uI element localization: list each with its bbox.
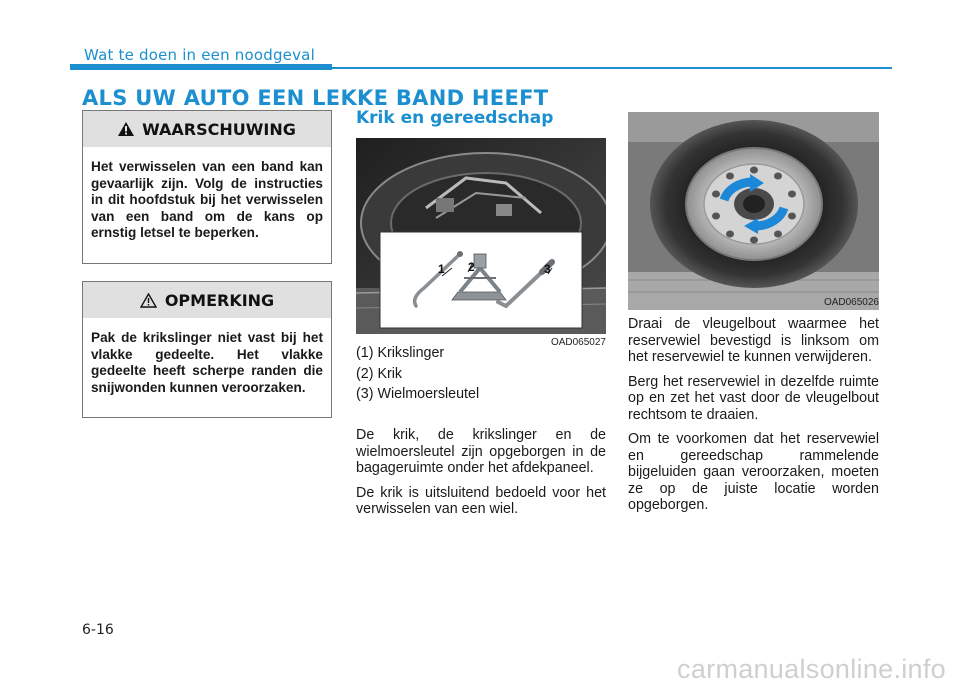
- subheading-jack-tools: Krik en gereedschap: [356, 108, 554, 128]
- running-title: Wat te doen in een noodgeval: [84, 46, 315, 64]
- list-item: (2) Krik: [356, 365, 403, 382]
- jack-tools-figure: [356, 138, 606, 334]
- warning-box: [82, 110, 332, 264]
- middle-body-text: [356, 427, 606, 526]
- paragraph: Berg het reservewiel in dezelfde ruimte op en zet het vast door de vleugelbout rechtsom te draaien.: [628, 373, 879, 423]
- watermark: carmanualsonline.info: [677, 654, 946, 684]
- callout-1: 1: [438, 262, 445, 276]
- paragraph: De krik, de krikslinger en de wielmoersleutel zijn opgeborgen in de bagageruimte onder het afdekpaneel.: [356, 427, 606, 476]
- caution-box: [82, 281, 332, 418]
- list-item: (3) Wielmoersleutel: [356, 386, 480, 402]
- caution-triangle-icon: [140, 293, 157, 308]
- warning-triangle-icon: [118, 122, 134, 136]
- paragraph: Om te voorkomen dat het reservewiel en gereedschap rammelende bijgeluiden gaan veroorzaken, moeten ze op de juiste locatie worden opgeborgen.: [628, 431, 879, 513]
- section-title: ALS UW AUTO EEN LEKKE BAND HEEFT: [82, 86, 549, 110]
- right-body-text: [628, 316, 879, 522]
- callout-3: 3: [544, 262, 551, 276]
- header-rule-thin: [332, 67, 892, 69]
- caution-box-header: [83, 282, 331, 318]
- header-rule-thick: [70, 64, 332, 70]
- figure-code-wheel: OAD065026: [823, 297, 879, 308]
- trunk-tools-illustration: [356, 138, 606, 334]
- caution-heading: OPMERKING: [164, 290, 275, 310]
- figure-code-jack: OAD065027: [550, 337, 606, 348]
- caution-text: Pak de krikslinger niet vast bij het vlakke gedeelte. Het vlakke gedeelte heeft scherpe randen die snijwonden kunnen veroorzaken.: [91, 330, 323, 395]
- warning-heading: WAARSCHUWING: [142, 119, 296, 139]
- page-number: 6-16: [82, 622, 114, 638]
- list-item: (1) Krikslinger: [356, 345, 445, 361]
- tools-list: [356, 345, 606, 407]
- warning-text: Het verwisselen van een band kan gevaarlijk zijn. Volg de instructies in dit hoofdstuk bij het verwisselen van een band om de kans op ernstig letsel te beperken.: [91, 159, 323, 240]
- spare-wheel-illustration: [628, 112, 879, 310]
- paragraph: De krik is uitsluitend bedoeld voor het verwisselen van een wiel.: [356, 484, 606, 517]
- warning-box-header: [83, 111, 331, 147]
- paragraph: Draai de vleugelbout waarmee het reservewiel bevestigd is linksom om het reservewiel te kunnen verwijderen.: [628, 316, 879, 365]
- callout-2: 2: [468, 260, 475, 274]
- spare-wheel-figure: [628, 112, 879, 310]
